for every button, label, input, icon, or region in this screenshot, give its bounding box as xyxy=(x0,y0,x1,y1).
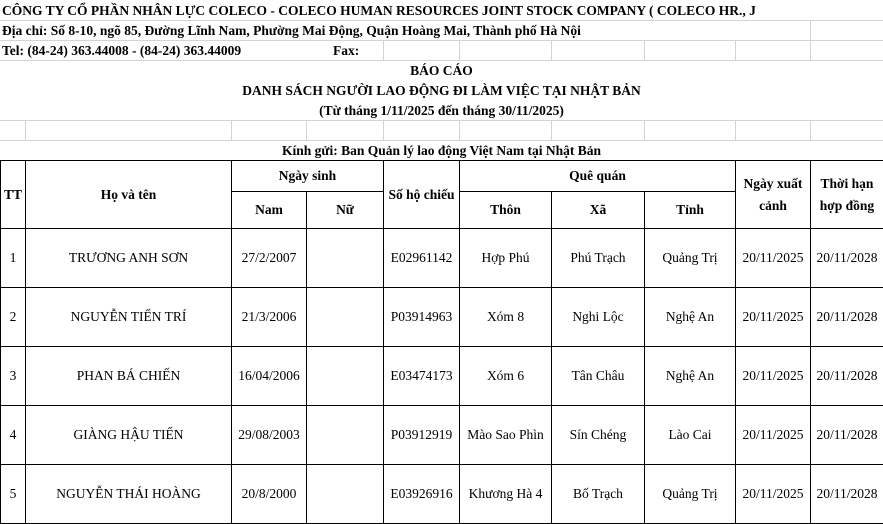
cell-exit-date: 20/11/2025 xyxy=(736,465,811,524)
cell-village: Xóm 6 xyxy=(460,347,552,406)
cell-dob-female xyxy=(307,465,384,524)
header-tt: TT xyxy=(1,161,26,229)
table-row xyxy=(1,465,883,524)
cell-dob-male: 27/2/2007 xyxy=(232,229,307,288)
cell-tt: 5 xyxy=(1,465,26,524)
header-male: Nam xyxy=(232,192,307,229)
table-row xyxy=(1,406,883,465)
cell-commune: Sín Chéng xyxy=(552,406,645,465)
report-recipient: Kính gửi: Ban Quản lý lao động Việt Nam tại Nhật Bản xyxy=(281,143,602,158)
cell-name: PHAN BÁ CHIẾN xyxy=(26,347,232,406)
cell-contract: 20/11/2028 xyxy=(811,465,883,524)
cell-exit-date: 20/11/2025 xyxy=(736,288,811,347)
cell-province: Nghệ An xyxy=(645,347,736,406)
cell-tt: 3 xyxy=(1,347,26,406)
cell-passport: E03926916 xyxy=(384,465,460,524)
table-row xyxy=(1,288,883,347)
cell-province: Lào Cai xyxy=(645,406,736,465)
cell-commune: Nghi Lộc xyxy=(552,288,645,347)
cell-village: Khương Hà 4 xyxy=(460,465,552,524)
header-province: Tỉnh xyxy=(645,192,736,229)
cell-name: GIÀNG HẬU TIẾN xyxy=(26,406,232,465)
cell-tt: 1 xyxy=(1,229,26,288)
header-exit-date: Ngày xuất cảnh xyxy=(736,161,811,229)
report-period: (Từ tháng 1/11/2025 đến tháng 30/11/2025) xyxy=(319,103,564,118)
cell-passport: P03912919 xyxy=(384,406,460,465)
cell-dob-male: 20/8/2000 xyxy=(232,465,307,524)
cell-province: Quảng Trị xyxy=(645,465,736,524)
cell-province: Nghệ An xyxy=(645,288,736,347)
cell-village: Hợp Phú xyxy=(460,229,552,288)
company-address: Địa chỉ: Số 8-10, ngõ 85, Đường Lĩnh Nam, Phường Mai Động, Quận Hoàng Mai, Thành phố Hà Nội xyxy=(2,23,581,38)
report-subtitle: DANH SÁCH NGƯỜI LAO ĐỘNG ĐI LÀM VIỆC TẠI NHẬT BẢN xyxy=(242,83,641,98)
header-village: Thôn xyxy=(460,192,552,229)
company-fax: Fax: xyxy=(333,43,360,58)
worker-table xyxy=(0,160,883,524)
cell-dob-female xyxy=(307,347,384,406)
cell-contract: 20/11/2028 xyxy=(811,288,883,347)
cell-passport: E02961142 xyxy=(384,229,460,288)
header-female: Nữ xyxy=(307,192,384,229)
cell-tt: 4 xyxy=(1,406,26,465)
cell-exit-date: 20/11/2025 xyxy=(736,229,811,288)
cell-tt: 2 xyxy=(1,288,26,347)
report-title: BÁO CÁO xyxy=(410,63,473,78)
cell-contract: 20/11/2028 xyxy=(811,406,883,465)
cell-dob-male: 21/3/2006 xyxy=(232,288,307,347)
cell-village: Mào Sao Phìn xyxy=(460,406,552,465)
cell-dob-female xyxy=(307,229,384,288)
table-row xyxy=(1,229,883,288)
header-contract: Thời hạn hợp đồng xyxy=(811,161,883,229)
header-hometown: Quê quán xyxy=(460,161,736,192)
cell-name: TRƯƠNG ANH SƠN xyxy=(26,229,232,288)
cell-name: NGUYỄN TIẾN TRÍ xyxy=(26,288,232,347)
header-dob: Ngày sinh xyxy=(232,161,384,192)
header-commune: Xã xyxy=(552,192,645,229)
cell-name: NGUYỄN THÁI HOÀNG xyxy=(26,465,232,524)
cell-commune: Phú Trạch xyxy=(552,229,645,288)
cell-commune: Tân Châu xyxy=(552,347,645,406)
cell-village: Xóm 8 xyxy=(460,288,552,347)
cell-dob-male: 16/04/2006 xyxy=(232,347,307,406)
cell-commune: Bố Trạch xyxy=(552,465,645,524)
cell-province: Quảng Trị xyxy=(645,229,736,288)
cell-passport: E03474173 xyxy=(384,347,460,406)
cell-dob-female xyxy=(307,406,384,465)
table-row xyxy=(1,347,883,406)
header-passport: Số hộ chiếu xyxy=(384,161,460,229)
cell-exit-date: 20/11/2025 xyxy=(736,406,811,465)
cell-exit-date: 20/11/2025 xyxy=(736,347,811,406)
company-tel: Tel: (84-24) 363.44008 - (84-24) 363.44009 xyxy=(2,43,242,58)
cell-contract: 20/11/2028 xyxy=(811,347,883,406)
company-name: CÔNG TY CỔ PHẦN NHÂN LỰC COLECO - COLECO HUMAN RESOURCES JOINT STOCK COMPANY ( COLECO HR., J xyxy=(2,3,756,18)
cell-dob-male: 29/08/2003 xyxy=(232,406,307,465)
cell-dob-female xyxy=(307,288,384,347)
cell-contract: 20/11/2028 xyxy=(811,229,883,288)
header-name: Họ và tên xyxy=(26,161,232,229)
cell-passport: P03914963 xyxy=(384,288,460,347)
